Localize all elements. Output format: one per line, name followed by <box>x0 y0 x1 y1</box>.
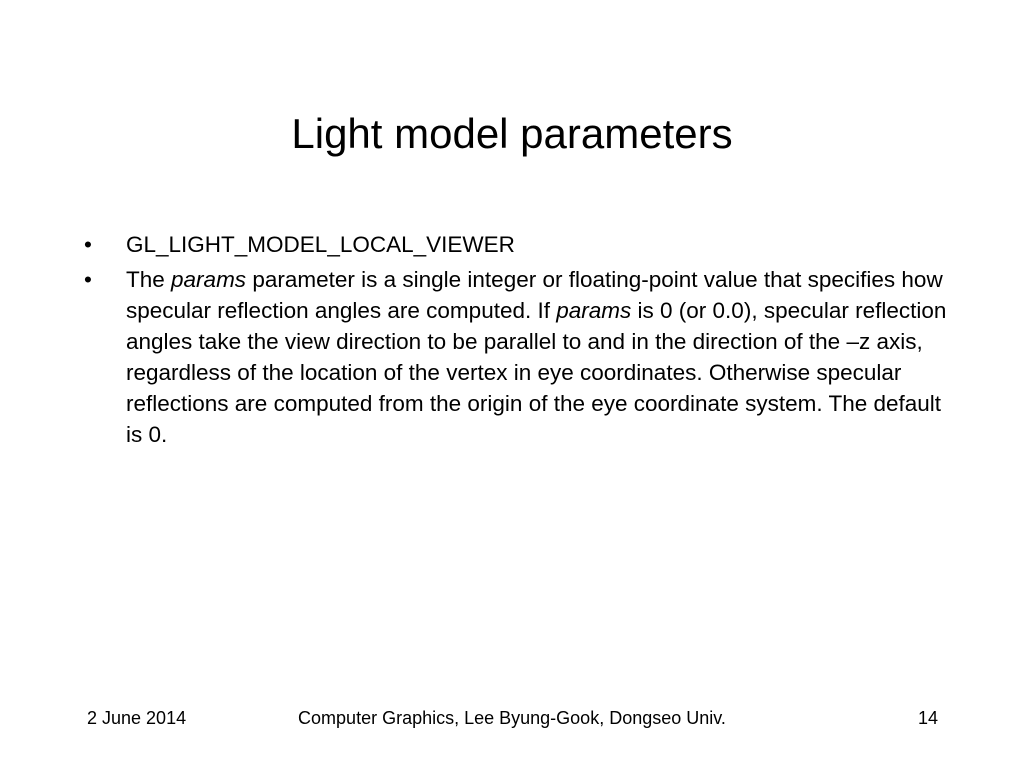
bullet-text-segment: parameter is a single integer or floating-point value that specifies how specular reflection angles are computed. If <box>126 267 943 323</box>
bullet-text: GL_LIGHT_MODEL_LOCAL_VIEWER <box>126 232 515 257</box>
bullet-text-segment: The <box>126 267 172 292</box>
bullet-item <box>84 229 950 260</box>
bullet-marker: • <box>84 232 92 257</box>
bullet-text <box>126 267 946 447</box>
params-term: params <box>171 267 247 292</box>
slide-title: Light model parameters <box>291 110 733 157</box>
bullet-text-segment: is 0 (or 0.0), specular reflection angles take the view direction to be parallel to and in the direction of the –z axis, regardless of the location of the vertex in eye coordinates. Otherwise specular reflections are computed from the origin of the eye coordinate system. The default is 0. <box>126 298 947 447</box>
bullet-item <box>84 264 950 450</box>
bullet-marker: • <box>84 267 92 292</box>
params-term: params <box>556 298 632 323</box>
footer-date: 2 June 2014 <box>87 708 187 728</box>
footer-page-number: 14 <box>918 708 939 728</box>
slide-body <box>84 229 950 454</box>
footer-course-info: Computer Graphics, Lee Byung-Gook, Dongseo Univ. <box>298 708 726 728</box>
